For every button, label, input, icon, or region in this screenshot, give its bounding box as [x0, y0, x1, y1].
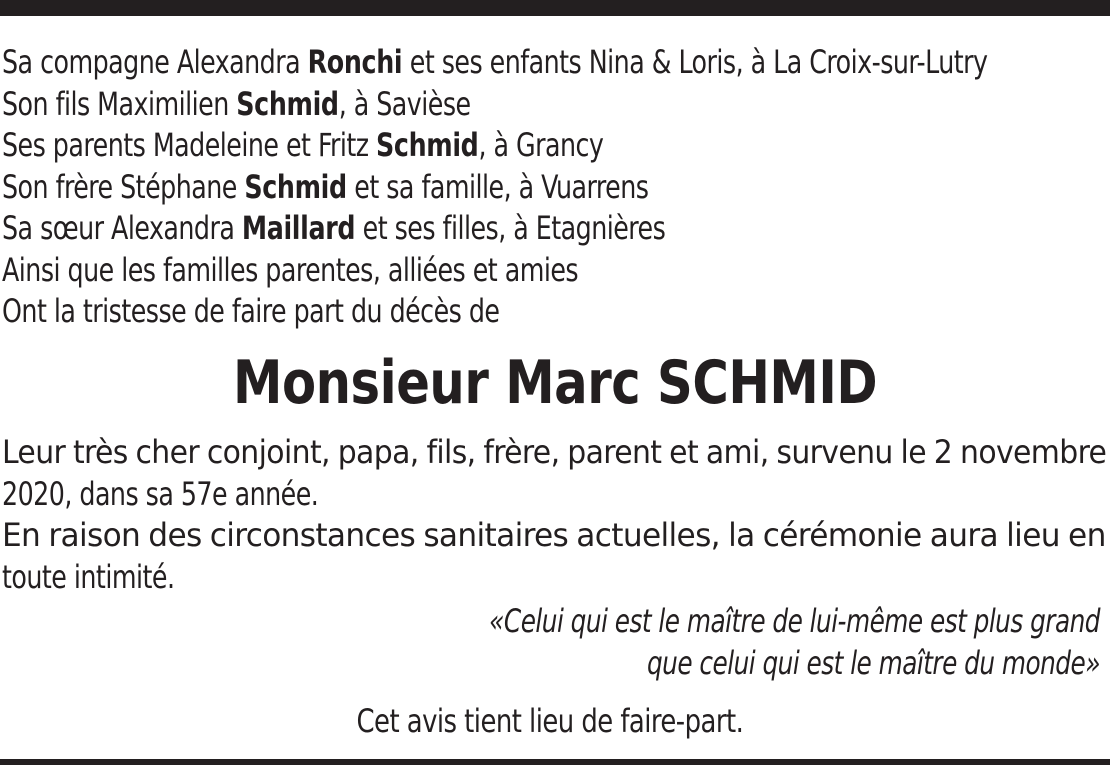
body-line-1: Leur très cher conjoint, papa, fils, frère, parent et ami, survenu le 2 novembre: [2, 433, 1107, 471]
quote-block: [100, 600, 1100, 684]
mourner-line-partner: Sa compagne Alexandra Ronchi et ses enfants Nina & Loris, à La Croix-sur-Lutry: [2, 43, 988, 81]
announcement-intro: Ont la tristesse de faire part du décès de: [2, 292, 500, 330]
mourner-line-brother: Son frère Stéphane Schmid et sa famille, à Vuarrens: [2, 167, 649, 206]
quote-line-1: «Celui qui est le maître de lui-même est plus grand: [489, 602, 1100, 640]
family-name: Schmid: [244, 167, 347, 206]
body-line-3: En raison des circonstances sanitaires actuelles, la cérémonie aura lieu en: [2, 516, 1106, 554]
family-name: Maillard: [241, 209, 356, 247]
mourner-line-parents: Ses parents Madeleine et Fritz Schmid, à Grancy: [2, 126, 604, 164]
mourner-line-families: Ainsi que les familles parentes, alliées et amies: [2, 250, 579, 289]
family-name: Ronchi: [307, 43, 403, 81]
family-name: Schmid: [376, 126, 479, 164]
body-line-4: toute intimité.: [2, 557, 175, 596]
top-rule: [0, 0, 1110, 16]
mourners-list: [2, 42, 988, 333]
mourner-line-son: Son fils Maximilien Schmid, à Savièse: [2, 84, 471, 123]
deceased-name-heading: Monsieur Marc SCHMID: [232, 348, 878, 418]
body-line-2: 2020, dans sa 57e année.: [2, 474, 319, 513]
closing-note: Cet avis tient lieu de faire-part.: [356, 702, 744, 740]
mourner-line-sister: Sa sœur Alexandra Maillard et ses filles, à Etagnières: [2, 209, 666, 247]
family-name: Schmid: [236, 84, 339, 123]
bottom-rule: [0, 759, 1110, 765]
announcement-body: [2, 432, 1108, 598]
quote-line-2: que celui qui est le maître du monde»: [646, 644, 1100, 682]
